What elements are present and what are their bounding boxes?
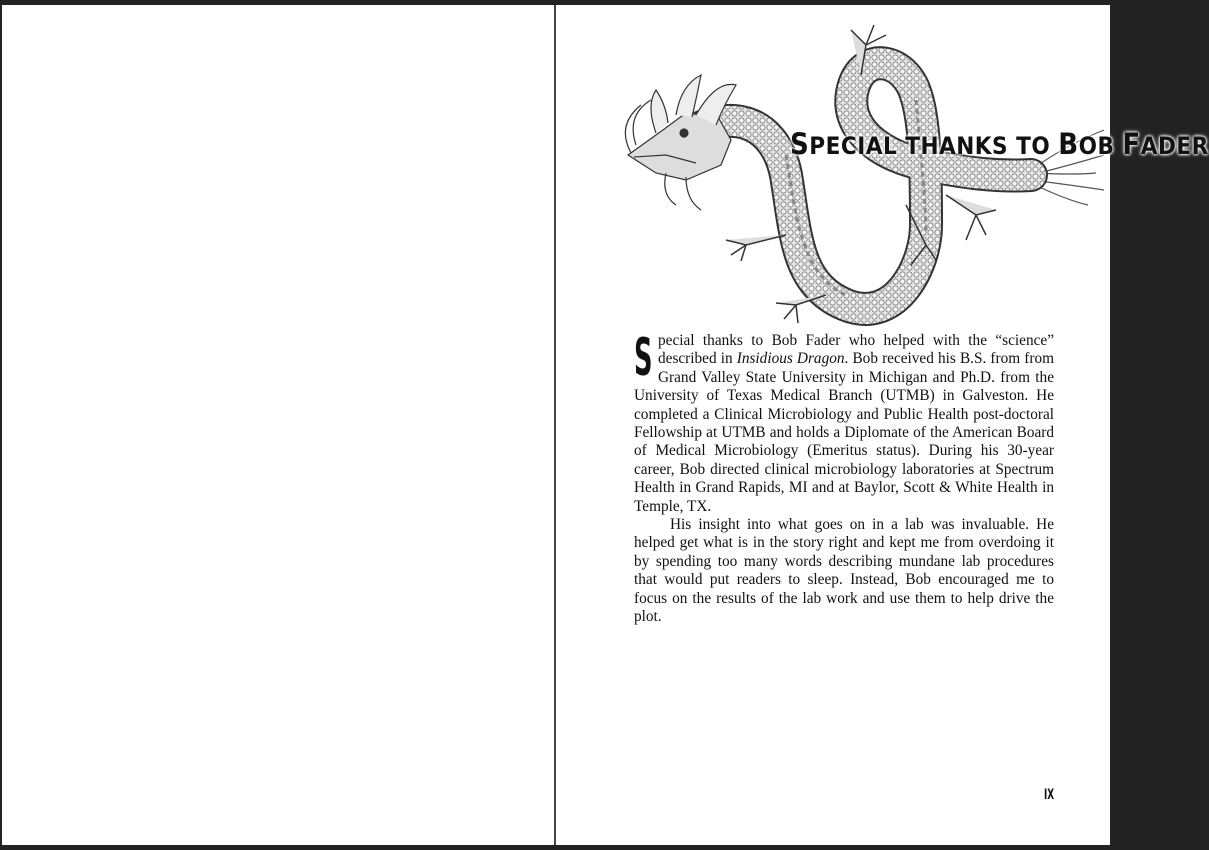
heading-text-1: PECIAL THANKS TO	[809, 132, 1059, 160]
dragon-illustration	[626, 5, 1106, 335]
right-page	[556, 5, 1209, 845]
heading-cap-s: S	[790, 127, 810, 161]
paragraph-2: His insight into what goes on in a lab was invaluable. He helped get what is in the story right and kept me from overdoing it by spending too many words describing mundane lab procedures that would put readers to sleep. Instead, Bob encouraged me to focus on the results of the lab work and use them to help drive the plot.	[634, 516, 1054, 626]
paragraph-1	[634, 328, 1054, 516]
book-title: Insidious Dragon	[736, 350, 845, 368]
heading-text-2: OB	[1078, 132, 1123, 160]
heading-text-3: ADER	[1140, 132, 1209, 160]
heading-cap-b: B	[1058, 127, 1079, 161]
page-title	[790, 127, 1209, 161]
paragraph-1-text-a: pecial thanks to Bob Fader who helped with the “science” described in	[658, 332, 1054, 368]
body-text	[634, 328, 1054, 627]
drop-cap: S	[634, 328, 653, 388]
left-page-blank	[2, 5, 554, 845]
paragraph-1-text-b: . Bob received his B.S. from from Grand Valley State University in Michigan and Ph.D. from the University of Texas Medical Branch (UTMB) in Galveston. He completed a Clinical Microbiology and Public Health post-doctoral Fellowship at UTMB and holds a Diplomate of the American Board of Medical Microbiology (Emeritus status). During his 30-year career, Bob directed clinical microbiology laboratories at Spectrum Health in Grand Rapids, MI and at Baylor, Scott & White Health in Temple, TX.	[634, 350, 1054, 515]
heading-cap-f: F	[1122, 127, 1141, 161]
page-number: IX	[1044, 787, 1055, 803]
